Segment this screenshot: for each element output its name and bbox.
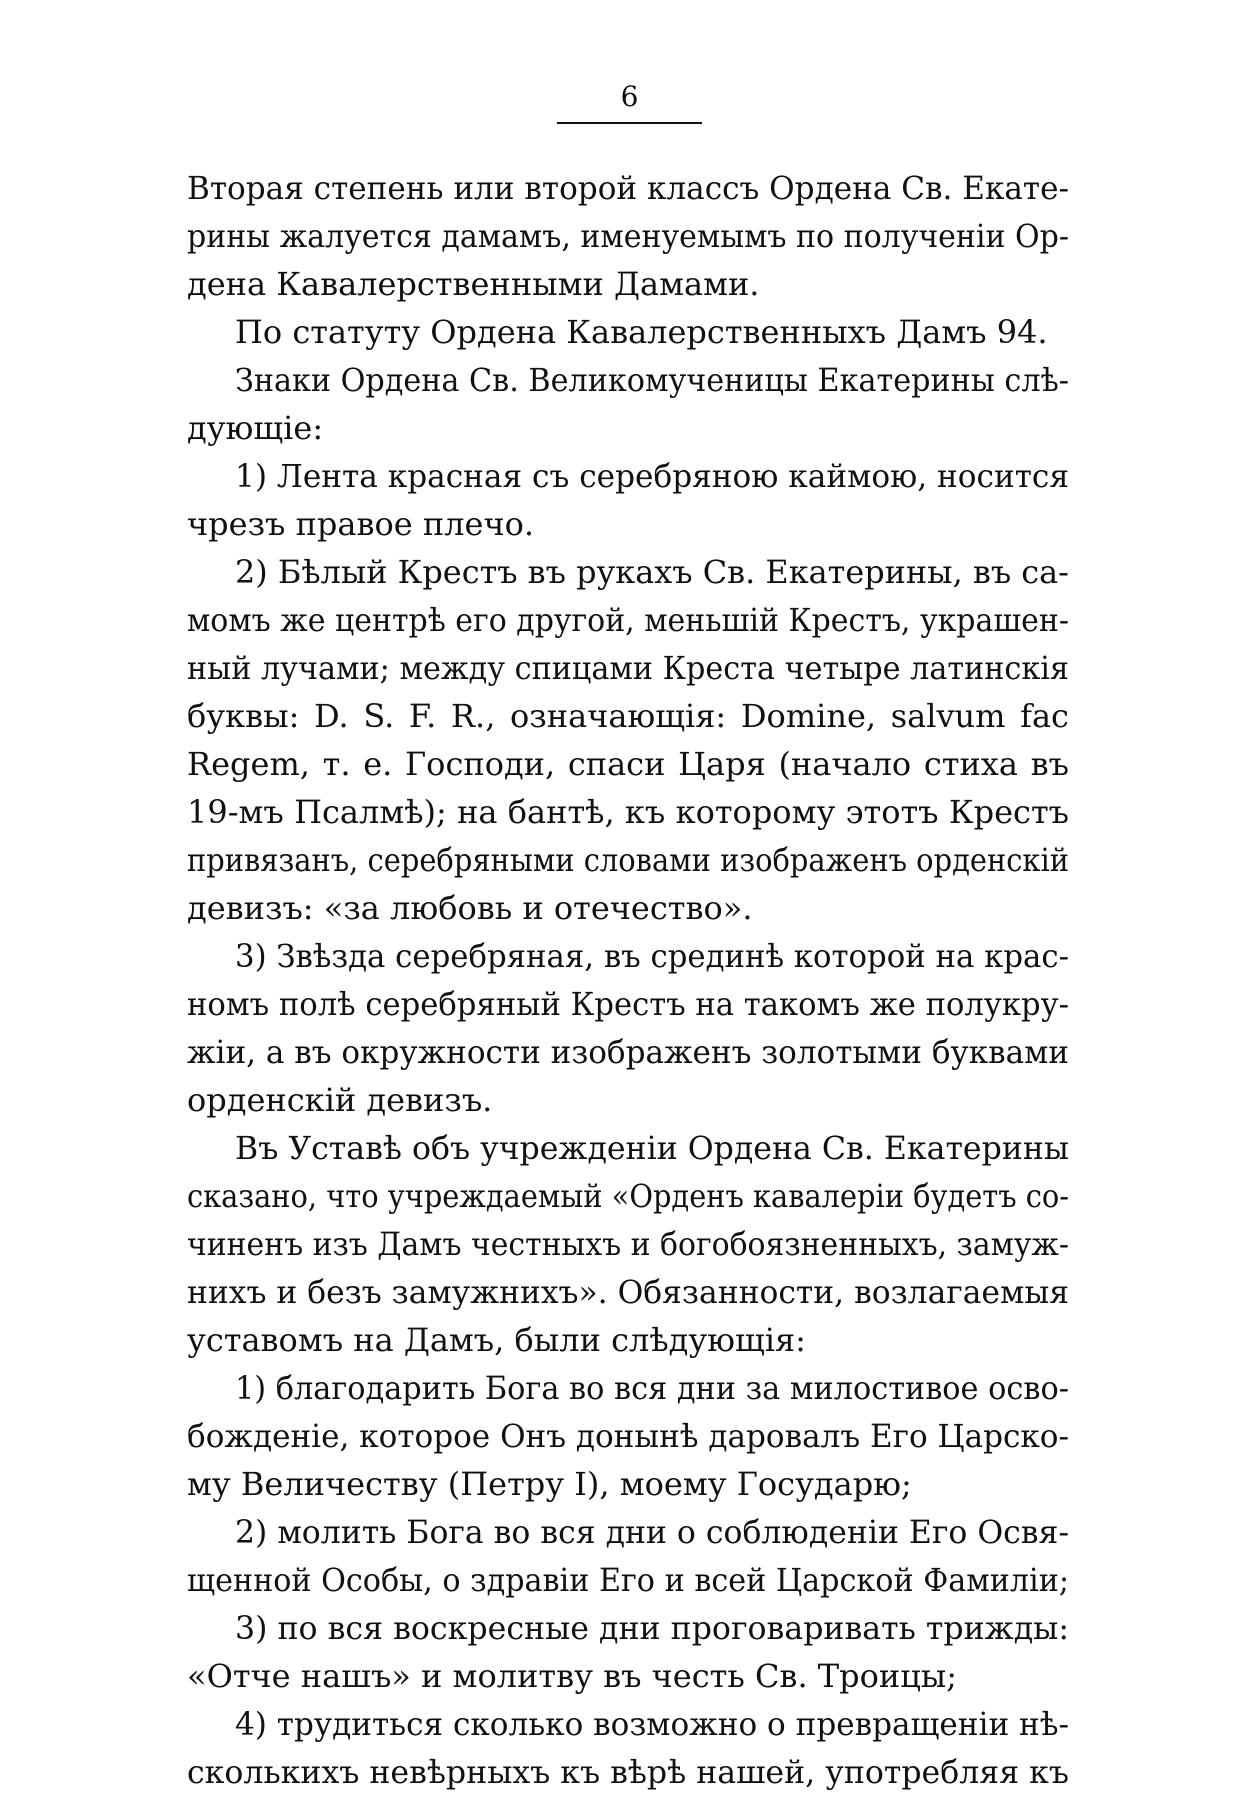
text-line: сколькихъ невѣрныхъ къ вѣрѣ нашей, употребляя къ [187, 1753, 1070, 1791]
text-line: чиненъ изъ Дамъ честныхъ и богобоязненныхъ, замуж- [187, 1225, 1069, 1263]
text-line: 3) по вся воскресные дни проговаривать трижды: [235, 1609, 1069, 1647]
page-number: 6 [620, 80, 639, 113]
text-line: момъ же центрѣ его другой, меньшій Крестъ, украшен- [187, 601, 1069, 639]
page-number-rule [557, 122, 702, 124]
text-line: дующіе: [187, 409, 324, 447]
text-line: сказано, что учреждаемый «Орденъ кавалеріи будетъ со- [187, 1177, 1070, 1215]
text-line: привязанъ, серебряными словами изображенъ орденскій [187, 841, 1069, 879]
text-line: 1) благодарить Бога во вся дни за милостивое осво- [235, 1369, 1069, 1407]
text-line: 19-мъ Псалмѣ); на бантѣ, къ которому этотъ Крестъ [187, 793, 1070, 831]
text-line: жіи, а въ окружности изображенъ золотыми буквами [187, 1033, 1069, 1071]
text-line: щенной Особы, о здравіи Его и всей Царской Фамиліи; [187, 1561, 1070, 1599]
text-line: девизъ: «за любовь и отечество». [187, 889, 753, 927]
text-line: нихъ и безъ замужнихъ». Обязанности, возлагаемыя [187, 1273, 1070, 1311]
body-text [187, 164, 1069, 1796]
text-line: 2) Бѣлый Крестъ въ рукахъ Св. Екатерины, въ са- [235, 553, 1069, 591]
text-line: Въ Уставѣ объ учрежденіи Ордена Св. Екатерины [235, 1129, 1070, 1167]
text-line: чрезъ правое плечо. [187, 505, 535, 543]
text-line: божденіе, которое Онъ донынѣ даровалъ Его Царско- [187, 1417, 1070, 1455]
text-line: «Отче нашъ» и молитву въ честь Св. Троицы; [187, 1657, 958, 1695]
text-line: буквы: D. S. F. R., означающія: Domine, salvum fac [187, 697, 1069, 735]
text-line: 3) Звѣзда серебряная, въ срединѣ которой на крас- [235, 937, 1069, 975]
text-line: номъ полѣ серебряный Крестъ на такомъ же полукру- [187, 985, 1070, 1023]
text-line: 1) Лента красная съ серебряною каймою, носится [235, 457, 1070, 495]
text-line: ный лучами; между спицами Креста четыре латинскія [187, 649, 1069, 687]
text-line: рины жалуется дамамъ, именуемымъ по полученіи Ор- [187, 217, 1069, 255]
text-line: 4) трудиться сколько возможно о превращеніи нѣ- [235, 1705, 1069, 1743]
text-line: Знаки Ордена Св. Великомученицы Екатерины слѣ- [235, 361, 1069, 399]
text-line: дена Кавалерственными Дамами. [187, 265, 760, 303]
text-line: му Величеству (Петру I), моему Государю; [187, 1465, 912, 1503]
text-line: уставомъ на Дамъ, были слѣдующія: [187, 1321, 806, 1359]
text-line: орденскій девизъ. [187, 1081, 493, 1119]
text-line: 2) молить Бога во вся дни о соблюденіи Его Освя- [235, 1513, 1069, 1551]
text-line: Вторая степень или второй классъ Ордена Св. Екате- [187, 169, 1070, 207]
text-line: Regem, т. е. Господи, спаси Царя (начало стиха въ [187, 745, 1069, 783]
text-line: По статуту Ордена Кавалерственныхъ Дамъ 94. [235, 313, 1048, 351]
